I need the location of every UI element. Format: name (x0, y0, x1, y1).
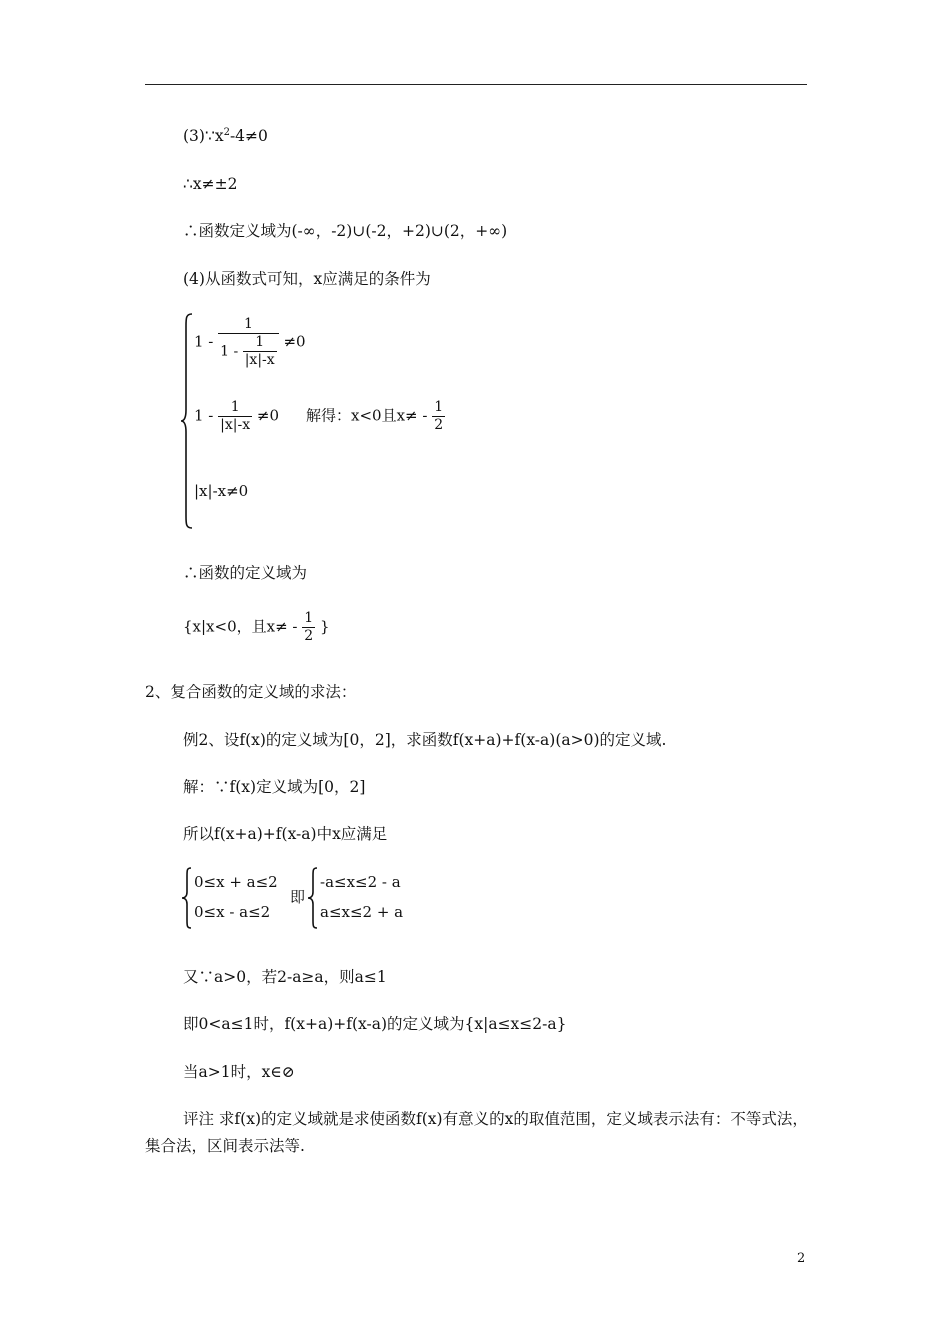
domain-case-2: 当a>1时，x∈⊘ (183, 1063, 295, 1081)
line3-suffix: -4≠0 (229, 127, 268, 145)
text-line-x-neq: ∴x≠±2 (183, 175, 238, 193)
solution-prefix: 解得：x<0且x≠ - (306, 406, 428, 425)
superscript: 2 (223, 126, 230, 138)
ji-label: 即 (290, 888, 306, 906)
fraction-inner (243, 334, 277, 369)
fraction-half (302, 610, 315, 645)
fraction-denominator: 2 (434, 417, 444, 433)
den-prefix: 1 - (220, 343, 239, 360)
fraction-half (432, 399, 445, 434)
example-2: 例2、设f(x)的定义域为[0，2]，求函数f(x+a)+f(x-a)(a>0)的定义域. (183, 731, 667, 749)
set-suffix: } (319, 617, 330, 636)
condition-row-3: |x|-x≠0 (194, 482, 249, 500)
condition-a: 又∵a>0，若2-a≥a，则a≤1 (183, 968, 387, 986)
left-brace (181, 866, 193, 930)
fraction-denominator (218, 334, 279, 369)
condition-intro: 所以f(x+a)+f(x-a)中x应满足 (183, 825, 388, 843)
line3-prefix: (3)∵x (183, 127, 224, 145)
r2-prefix: 1 - (194, 406, 214, 425)
domain-set (183, 610, 330, 645)
left-brace (307, 866, 319, 930)
fraction-denominator: 2 (304, 628, 314, 644)
fraction (218, 399, 252, 434)
text-line-4: (4)从函数式可知，x应满足的条件为 (183, 270, 431, 288)
inequality-3: -a≤x≤2 - a (320, 873, 401, 891)
r1-prefix: 1 - (194, 332, 214, 351)
condition-row-2 (194, 399, 279, 434)
fraction-numerator: 1 (304, 610, 314, 626)
fraction-numerator: 1 (218, 399, 252, 417)
inequality-2: 0≤x - a≤2 (194, 903, 271, 921)
solution-text (306, 399, 445, 434)
section-heading: 2、复合函数的定义域的求法： (145, 683, 357, 701)
solution-start: 解：∵f(x)定义域为[0，2] (183, 778, 366, 796)
inequality-1: 0≤x + a≤2 (194, 873, 278, 891)
fraction-numerator: 1 (218, 316, 279, 334)
text-line-domain-3: ∴函数定义域为(-∞，-2)∪(-2，+2)∪(2，+∞) (183, 222, 508, 240)
domain-case-1: 即0<a≤1时，f(x+a)+f(x-a)的定义域为{x|a≤x≤2-a} (183, 1015, 567, 1033)
page-number: 2 (797, 1251, 806, 1266)
condition-row-1 (194, 316, 306, 369)
inner-denominator: |x|-x (244, 352, 275, 368)
fraction-numerator: 1 (434, 399, 444, 415)
r2-suffix: ≠0 (256, 406, 280, 425)
inner-numerator: 1 (243, 334, 277, 352)
text-line-domain-label: ∴函数的定义域为 (183, 564, 308, 582)
left-brace (180, 312, 194, 530)
note-paragraph: 评注 求f(x)的定义域就是求使函数f(x)有意义的x的取值范围，定义域表示法有：不等式法，集合法，区间表示法等. (145, 1110, 808, 1155)
text-line-3 (183, 126, 268, 146)
set-prefix: {x|x<0，且x≠ - (183, 617, 298, 636)
header-rule (145, 84, 807, 85)
fraction-denominator: |x|-x (220, 417, 251, 433)
r1-suffix: ≠0 (283, 332, 306, 351)
fraction-nested (218, 316, 279, 369)
inequality-4: a≤x≤2 + a (320, 903, 404, 921)
